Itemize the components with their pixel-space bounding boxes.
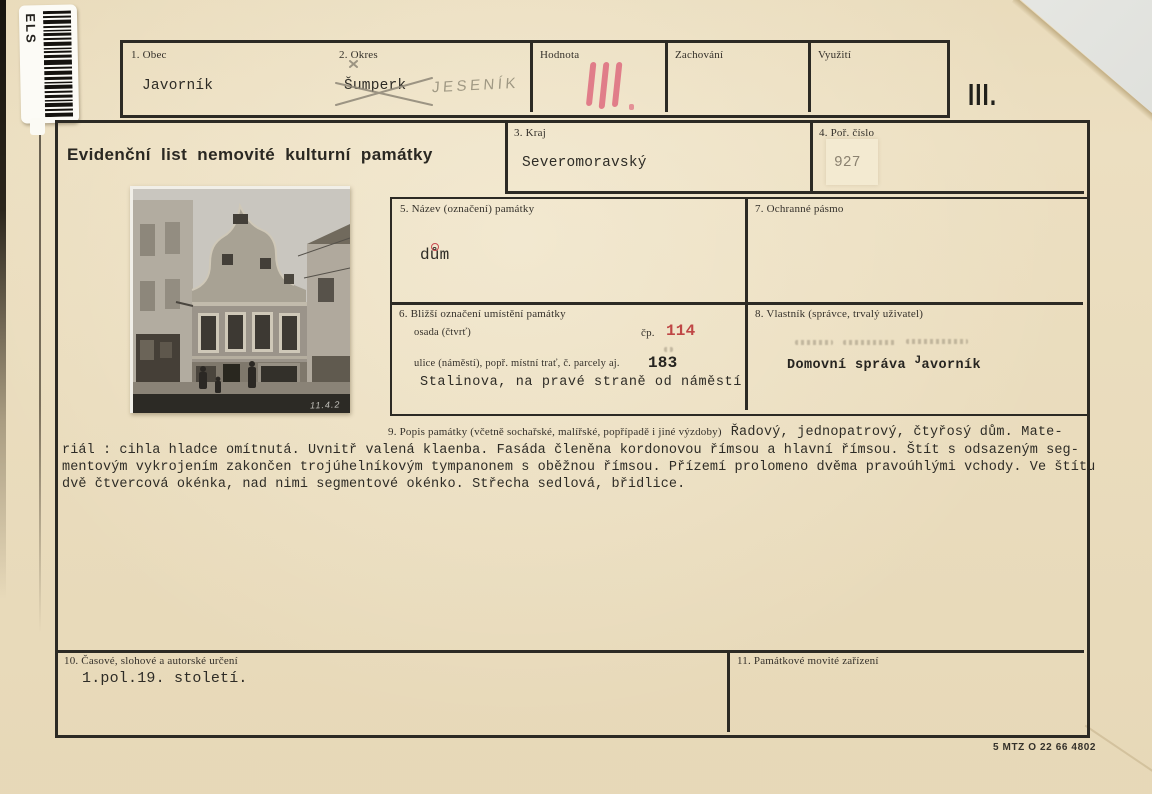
fields-horizontal-divider xyxy=(392,302,1083,305)
zachovani-label: Zachování xyxy=(675,49,724,61)
header-divider-2 xyxy=(665,43,668,112)
sticker-tab xyxy=(30,118,45,135)
porcislo-left-divider xyxy=(810,123,813,192)
popis-header-row xyxy=(388,425,1063,440)
okres-strikethrough xyxy=(330,58,445,113)
popis-line3: mentovým vykrojením zakončen trojúhelníkovým tympanonem s oběžnou římsou. Přízemí prolomeno dvěma pravoúhlými vchody. Ve štítu xyxy=(62,460,1096,475)
okres-correction: JESENÍK xyxy=(431,74,520,97)
vlastnik-erased-text xyxy=(843,340,895,345)
barcode-label: ELS xyxy=(22,13,39,45)
popis-line2: riál : cihla hladce omítnutá. Uvnitř valená klaenba. Fasáda členěna kordonovou římsou a hlavní římsou. Štít s odsazeným seg- xyxy=(62,443,1079,458)
vlastnik-erased-text xyxy=(795,340,833,345)
header-divider-1 xyxy=(530,43,533,112)
barcode-icon xyxy=(43,11,73,118)
nazev-red-ring-mark xyxy=(431,243,439,251)
popis-line1: Řadový, jednopatrový, čtyřosý dům. Mate- xyxy=(730,425,1063,440)
fields-vertical-divider xyxy=(745,199,748,410)
urceni-value: 1.pol.19. století. xyxy=(82,670,248,687)
red-stroke xyxy=(599,62,610,109)
building-photo-illustration xyxy=(130,186,350,413)
kraj-row-bottom xyxy=(505,191,1084,194)
barcode-sticker xyxy=(19,4,79,123)
obec-label: 1. Obec xyxy=(131,49,167,61)
obec-value: Javorník xyxy=(142,78,214,94)
urceni-label: 10. Časové, slohové a autorské určení xyxy=(64,655,238,667)
popis-line4: dvě čtvercová okénka, nad nimi segmentové okénko. Střecha sedlová, břidlice. xyxy=(62,477,686,492)
ochranne-pasmo-label: 7. Ochranné pásmo xyxy=(755,203,844,215)
row1011-divider xyxy=(727,650,730,732)
parcela-value: 183 xyxy=(648,354,678,372)
zarizeni-label: 11. Památkové movité zařízení xyxy=(737,655,879,667)
pencil-smudge xyxy=(664,347,673,352)
okres-value: Šumperk xyxy=(344,78,407,94)
hodnota-red-mark xyxy=(586,62,623,109)
kraj-value: Severomoravský xyxy=(522,155,647,171)
row1011-top-border xyxy=(58,650,1084,653)
porcislo-label: 4. Poř. číslo xyxy=(819,127,875,139)
building-photo xyxy=(130,186,350,413)
osada-label: osada (čtvrť) xyxy=(414,327,471,338)
hodnota-red-dot xyxy=(629,104,634,110)
nazev-label: 5. Název (označení) památky xyxy=(400,203,535,215)
cp-value: 114 xyxy=(666,322,696,340)
umisteni-value: Stalinova, na pravé straně od náměstí xyxy=(420,375,742,390)
umisteni-label: 6. Bližší označení umístění památky xyxy=(399,308,566,320)
vertical-crease xyxy=(39,128,41,633)
okres-label: 2. Okres xyxy=(339,49,378,61)
hodnota-label: Hodnota xyxy=(540,49,580,61)
popis-label: 9. Popis památky (včetně sochařské, malířské, popřípadě i jiné výzdoby) xyxy=(388,426,722,438)
grade-stamp: III. xyxy=(968,77,998,112)
vlastnik-value-prefix: Domovní správa xyxy=(787,358,915,373)
vlastnik-erased-text xyxy=(906,339,968,344)
kraj-label: 3. Kraj xyxy=(514,127,546,139)
vyuziti-label: Využití xyxy=(818,49,852,61)
nazev-value: dům xyxy=(420,246,450,264)
scan-edge-shadow xyxy=(0,0,6,600)
photo-caption: 11.4.2 xyxy=(309,399,341,411)
cp-label: čp. xyxy=(641,327,655,339)
print-code: 5 MTZ O 22 66 4802 xyxy=(993,742,1097,753)
kraj-left-divider xyxy=(505,123,508,192)
header-divider-3 xyxy=(808,43,811,112)
ulice-label: ulice (náměstí), popř. místní trať, č. parcely aj. xyxy=(414,358,620,369)
porcislo-value: 927 xyxy=(834,155,861,171)
vlastnik-value xyxy=(787,355,981,373)
vlastnik-value-sup: J xyxy=(914,355,922,367)
vlastnik-value-rest: avorník xyxy=(921,358,982,373)
form-title: Evidenční list nemovité kulturní památky xyxy=(67,145,433,164)
vlastnik-label: 8. Vlastník (správce, trvalý uživatel) xyxy=(755,308,924,320)
